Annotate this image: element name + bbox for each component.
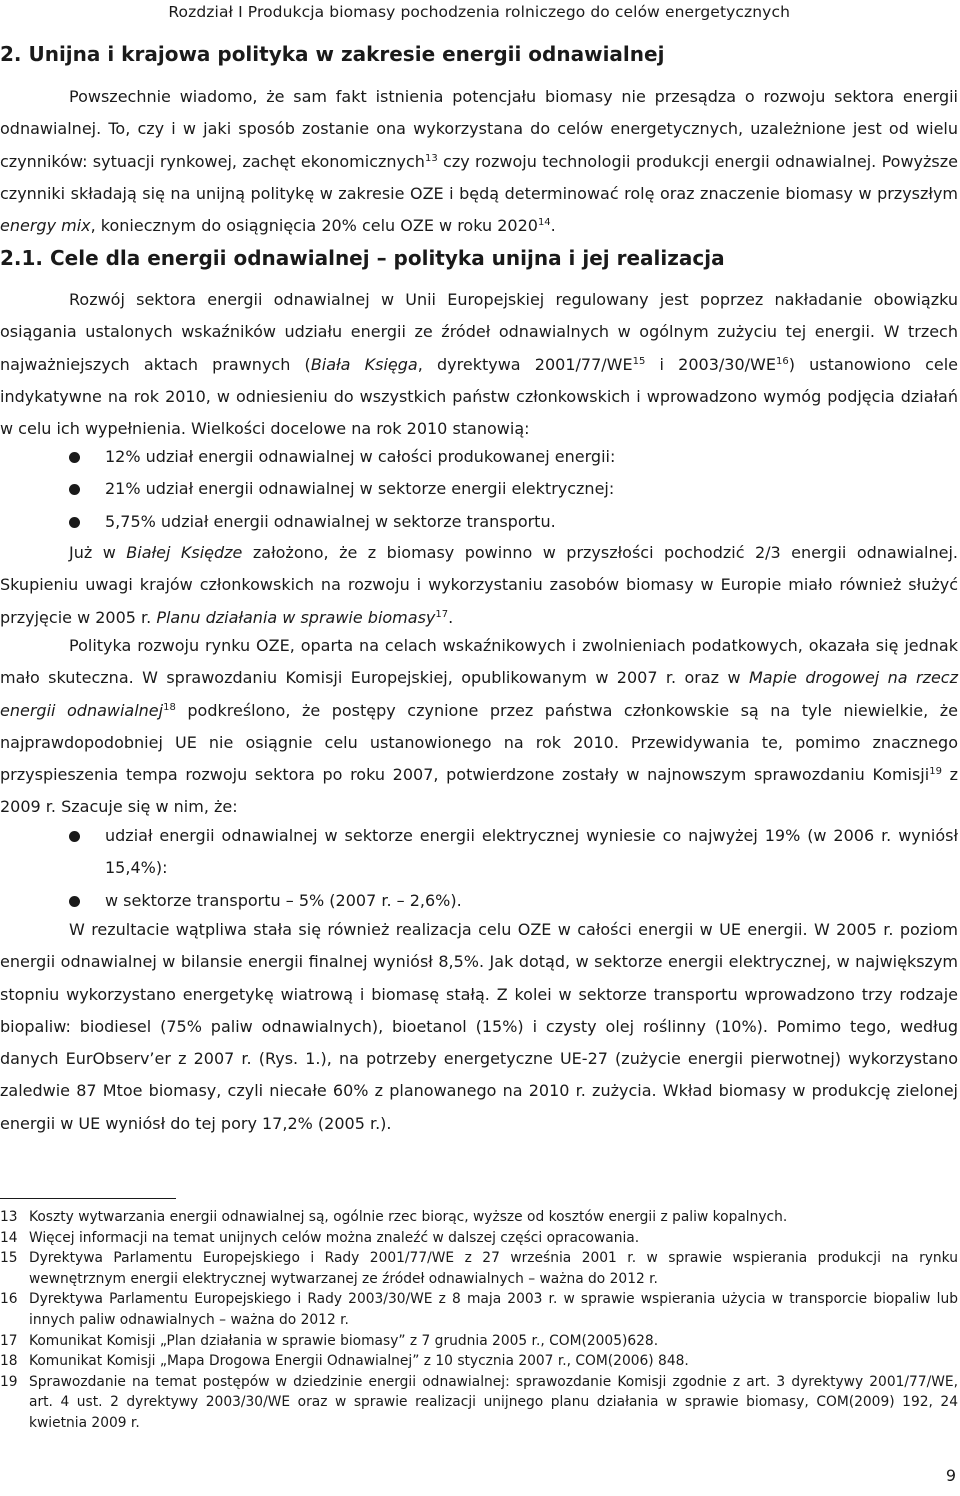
- paragraph-white-paper: Już w Białej Księdze założono, że z biomasy powinno w przyszłości pochodzić 2/3 energii odnawialnej. Skupieniu uwagi krajów członkowskich na rozwoju i wykorzystaniu zasobów biomasy w Europie miało również służyć przyjęcie w 2005 r. Planu działania w sprawie biomasy$^{17}$.: [0, 543, 959, 627]
- footnote-item: 17 Komunikat Komisji „Plan działania w sprawie biomasy” z 7 grudnia 2005 r., COM(2005)628.: [0, 1332, 659, 1349]
- paragraph-result: W rezultacie wątpliwa stała się również realizacja celu OZE w całości energii w UE energii. W 2005 r. poziom energii odnawialnej w bilansie energii finalnej wyniósł 8,5%. Jak dotąd, w sektorze energii elektrycznej, w największym stopniu wykorzystano energetykę wiatrową i biomasę stałą. Z kolei w sektorze transportu wprowadzono trzy rodzaje biopaliw: biodiesel (75% paliw odnawialnych), bioetanol (15%) i czysty olej roślinny (10%). Pomimo tego, według danych EurObserv’er z 2007 r. (Rys. 1.), na potrzeby energetyczne UE-27 (zużycie energii pierwotnej) wykorzystano zaledwie 87 Mtoe biomasy, czyli niecałe 60% z planowanego na 2010 r. zużycia. Wkład biomasy w produkcję zielonej energii w UE wyniósł do tej pory 17,2% (2005 r.).: [0, 920, 958, 1133]
- footnote-ref-14[interactable]: 14: [537, 217, 551, 229]
- footnote-divider: [0, 1198, 176, 1199]
- footnote-ref-18[interactable]: 18: [163, 701, 176, 713]
- running-header: Rozdział I Produkcja biomasy pochodzenia rolniczego do celów energetycznych: [168, 3, 790, 21]
- bullet-icon: [69, 452, 80, 463]
- footnote-ref-17[interactable]: 17: [435, 608, 449, 620]
- section-heading-2: 2. Unijna i krajowa polityka w zakresie energii odnawialnej: [0, 42, 665, 66]
- list-item: w sektorze transportu – 5% (2007 r. – 2,6%).: [0, 885, 958, 917]
- footnote-item: 13 Koszty wytwarzania energii odnawialnej są, ogólnie rzec biorąc, wyższe od kosztów energii z paliw kopalnych.: [0, 1209, 788, 1225]
- estimates-list: [0, 820, 958, 917]
- paragraph-intro: Powszechnie wiadomo, że sam fakt istnienia potencjału biomasy nie przesądza o rozwoju sektora energii odnawialnej. To, czy i w jaki sposób zostanie ona wykorzystana do celów energetycznych, uzależnione jest od wielu czynników: sytuacji rynkowej, zachęt ekonomicznych$^{13}$ czy rozwoju technologii produkcji energii odnawialnej. Powyższe czynniki składają się na unijną politykę w zakresie OZE i będą determinować rolę oraz znaczenie biomasy w przyszłym energy mix, koniecznym do osiągnięcia 20% celu OZE w roku 2020$^{14}$.: [0, 87, 959, 236]
- footnote-ref-13[interactable]: 13: [424, 152, 438, 164]
- targets-list: [0, 441, 958, 538]
- page-number: 9: [945, 1466, 956, 1485]
- footnote-item: 14 Więcej informacji na temat unijnych celów można znaleźć w dalszej części opracowania.: [0, 1229, 640, 1246]
- footnote-ref-16[interactable]: 16: [775, 355, 789, 367]
- footnote-item: 15 Dyrektywa Parlamentu Europejskiego i Rady 2001/77/WE z 27 września 2001 r. w sprawie wspierania produkcji na rynku wewnętrznym energii elektrycznej wytwarzanej ze źródeł odnawialnych – ważna do 2012 r.: [0, 1250, 958, 1287]
- section-heading-2-1: 2.1. Cele dla energii odnawialnej – polityka unijna i jej realizacja: [0, 246, 725, 270]
- paragraph-policy: Polityka rozwoju rynku OZE, oparta na celach wskaźnikowych i zwolnieniach podatkowych, okazała się jednak mało skuteczna. W sprawozdaniu Komisji Europejskiej, opublikowanym w 2007 r. oraz w Mapie drogowej na rzecz energii odnawialnej$^{18}$ podkreślono, że postępy czynione przez państwa członkowskie są na tyle niewielkie, że najprawdopodobniej UE nie osiągnie celu ustanowionego na rok 2010. Przewidywania te, pomimo znacznego przyspieszenia tempa rozwoju sektora po roku 2007, potwierdzone zostały w najnowszym sprawozdaniu Komisji$^{19}$ z 2009 r. Szacuje się w nim, że:: [0, 636, 959, 817]
- list-item: 21% udział energii odnawialnej w sektorze energii elektrycznej:: [0, 473, 958, 505]
- paragraph-goals: Rozwój sektora energii odnawialnej w Unii Europejskiej regulowany jest poprzez nakładanie obowiązku osiągania ustalonych wskaźników udziału energii ze źródeł odnawialnych w ogólnym zużyciu tej energii. W trzech najważniejszych aktach prawnych (Biała Księga, dyrektywa 2001/77/WE$^{15}$ i 2003/30/WE$^{16}$) ustanowiono cele indykatywne na rok 2010, w odniesieniu do wszystkich państw członkowskich i wprowadzono wymóg podjęcia działań w celu ich wypełnienia. Wielkości docelowe na rok 2010 stanowią:: [0, 290, 959, 439]
- footnotes: [0, 1207, 958, 1434]
- bullet-icon: [69, 896, 80, 907]
- bullet-icon: [69, 484, 80, 495]
- list-item: 5,75% udział energii odnawialnej w sektorze transportu.: [0, 506, 958, 538]
- bullet-icon: [69, 517, 80, 528]
- footnote-item: 18 Komunikat Komisji „Mapa Drogowa Energii Odnawialnej” z 10 stycznia 2007 r., COM(2006) 848.: [0, 1353, 689, 1370]
- footnote-item: 19 Sprawozdanie na temat postępów w dziedzinie energii odnawialnej: sprawozdanie Komisji zgodnie z art. 3 dyrektywy 2001/77/WE, art. 4 ust. 2 dyrektywy 2003/30/WE oraz w sprawie realizacji unijnego planu działania w sprawie biomasy, COM(2009) 192, 24 kwietnia 2009 r.: [0, 1373, 958, 1431]
- footnote-item: 16 Dyrektywa Parlamentu Europejskiego i Rady 2003/30/WE z 8 maja 2003 r. w sprawie wspierania użycia w transporcie biopaliw lub innych paliw odnawialnych – ważna do 2012 r.: [0, 1291, 958, 1328]
- list-item: udział energii odnawialnej w sektorze energii elektrycznej wyniesie co najwyżej 19% (w 2006 r. wyniósł 15,4%):: [0, 820, 958, 885]
- bullet-icon: [69, 831, 80, 842]
- list-item: 12% udział energii odnawialnej w całości produkowanej energii:: [0, 441, 958, 473]
- footnote-ref-15[interactable]: 15: [632, 355, 646, 367]
- footnote-ref-19[interactable]: 19: [929, 766, 942, 778]
